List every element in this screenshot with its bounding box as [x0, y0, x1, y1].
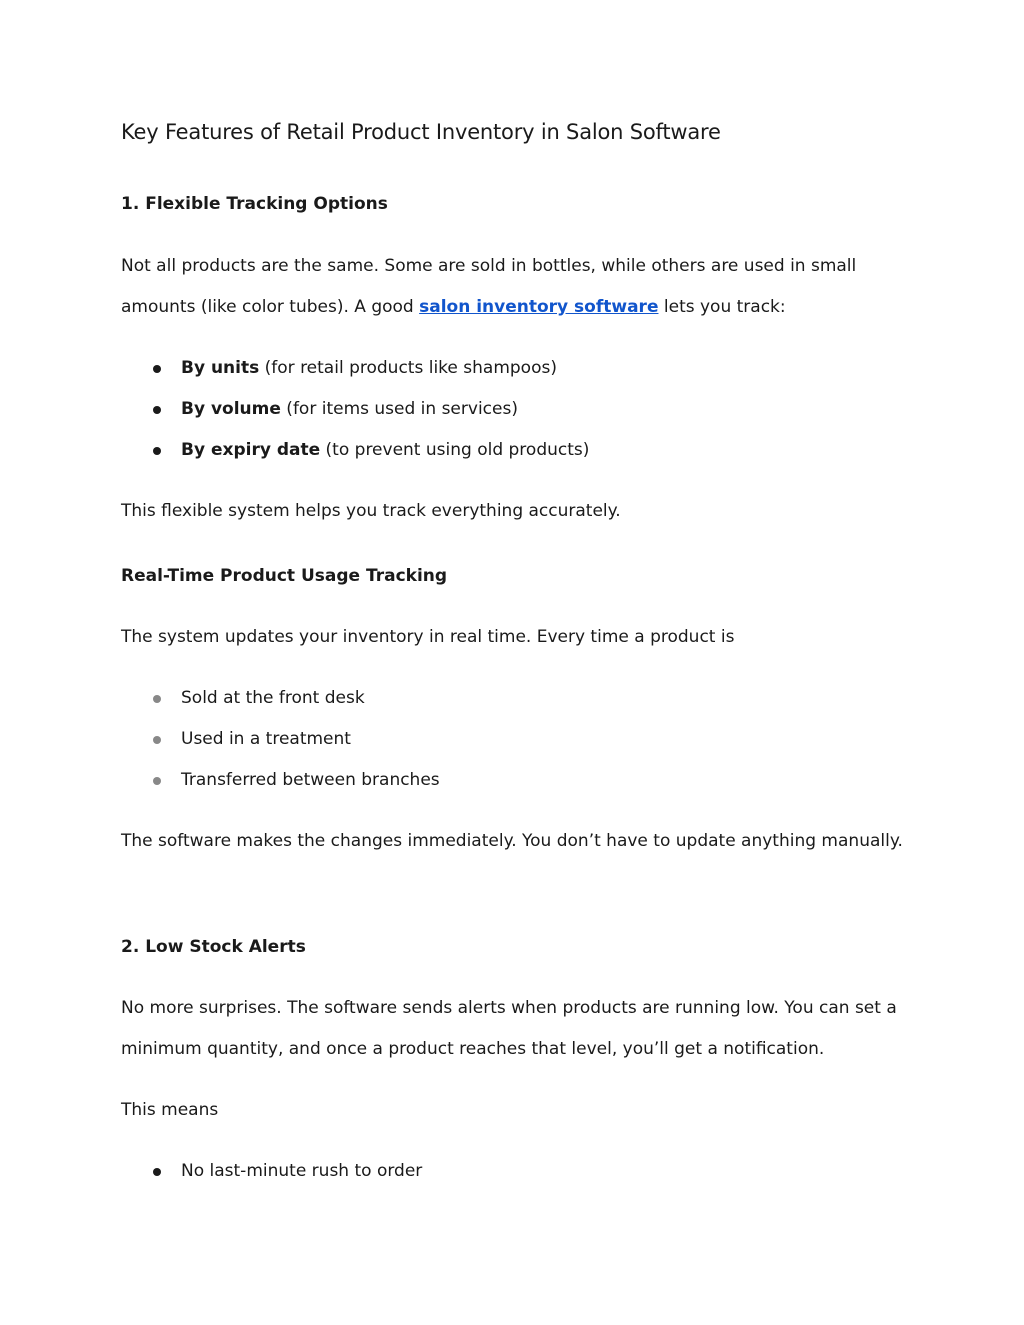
paragraph-flexible-closing: This flexible system helps you track everything accurately.: [121, 501, 621, 521]
bullet-icon: [153, 695, 161, 703]
document-title: Key Features of Retail Product Inventory in Salon Software: [121, 120, 721, 144]
list-item-text: No last-minute rush to order: [181, 1161, 423, 1181]
realtime-usage-list: [121, 678, 440, 801]
list-item: [121, 678, 440, 719]
intro-text-before-link: Not all products are the same. Some are sold in bottles, while others are used in small amounts (like color tubes). A good: [121, 256, 857, 317]
list-item: [121, 760, 440, 801]
bullet-icon: [153, 736, 161, 744]
list-item-bold: By units: [181, 358, 260, 378]
list-item-bold: By volume: [181, 399, 281, 419]
list-item: [121, 430, 589, 471]
bullet-icon: [153, 406, 161, 414]
bullet-icon: [153, 777, 161, 785]
low-stock-benefits-list: [121, 1151, 422, 1192]
section-heading-low-stock-alerts: 2. Low Stock Alerts: [121, 937, 306, 957]
list-item-text: (to prevent using old products): [320, 440, 590, 460]
paragraph-realtime-closing: The software makes the changes immediately. You don’t have to update anything manually.: [121, 831, 903, 851]
paragraph-low-stock-intro: No more surprises. The software sends alerts when products are running low. You can set a minimum quantity, and once a product reaches that level, you’ll get a notification.: [121, 998, 897, 1059]
list-item-text: Sold at the front desk: [181, 688, 365, 708]
bullet-icon: [153, 365, 161, 373]
list-item: [121, 389, 589, 430]
paragraph-this-means: This means: [121, 1100, 219, 1120]
list-item: [121, 348, 589, 389]
list-item: [121, 719, 440, 760]
list-item-text: Used in a treatment: [181, 729, 351, 749]
section-heading-flexible-tracking: 1. Flexible Tracking Options: [121, 194, 388, 214]
list-item-text: (for items used in services): [280, 399, 518, 419]
tracking-options-list: [121, 348, 589, 471]
salon-inventory-software-link[interactable]: salon inventory software: [419, 297, 659, 317]
bullet-icon: [153, 447, 161, 455]
bullet-icon: [153, 1168, 161, 1176]
section-heading-realtime-tracking: Real-Time Product Usage Tracking: [121, 566, 448, 586]
paragraph-flexible-intro: [121, 246, 903, 328]
intro-text-after-link: lets you track:: [658, 297, 786, 317]
list-item-text: (for retail products like shampoos): [259, 358, 557, 378]
list-item-text: Transferred between branches: [181, 770, 440, 790]
list-item: [121, 1151, 422, 1192]
paragraph-realtime-intro: The system updates your inventory in real time. Every time a product is: [121, 627, 735, 647]
list-item-bold: By expiry date: [181, 440, 321, 460]
